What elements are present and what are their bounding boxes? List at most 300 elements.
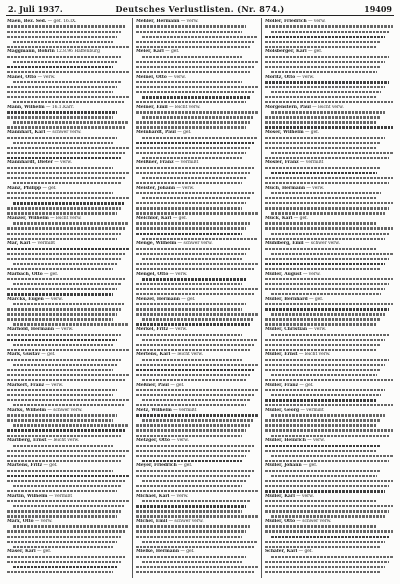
list-entry (136, 272, 258, 277)
text-line (7, 147, 129, 149)
text-line (265, 278, 393, 280)
text-line (136, 435, 242, 437)
text-line (142, 197, 250, 199)
text-line (7, 248, 129, 251)
list-entry (136, 105, 258, 110)
text-line (142, 339, 258, 341)
entry-name: Müller, Ernst (265, 352, 298, 358)
entry-detail: — verw. (307, 327, 327, 333)
text-line (265, 500, 377, 502)
entry-detail: — verw. (36, 74, 56, 80)
text-line (271, 71, 377, 73)
text-line (136, 303, 246, 305)
text-line (136, 566, 258, 568)
entry-name: Marbach, Otto (7, 271, 43, 277)
text-line (136, 268, 254, 270)
list-entry (136, 463, 258, 468)
text-line (136, 121, 250, 123)
list-entry (7, 327, 129, 332)
list-entry (7, 19, 129, 24)
text-line (13, 41, 113, 43)
page-header (6, 3, 394, 16)
entry-detail: — gef. (35, 549, 52, 555)
list-entry (7, 549, 129, 554)
text-line (271, 313, 385, 315)
text-line (13, 121, 129, 123)
list-entry (265, 327, 393, 332)
entry-name: Mehler, Hermann (136, 19, 180, 24)
entry-name: Meißner, Franz (136, 160, 174, 166)
text-line (265, 389, 385, 391)
list-entry (7, 75, 129, 80)
text-line (136, 334, 242, 336)
text-line (7, 86, 117, 88)
text-line (265, 222, 377, 224)
text-line (265, 142, 381, 144)
text-line (265, 137, 385, 139)
text-line (136, 349, 250, 351)
entry-name: Mück, Karl (265, 215, 293, 221)
text-line (7, 157, 121, 160)
text-line (265, 510, 389, 512)
list-entry (136, 327, 258, 332)
text-line (265, 369, 381, 371)
text-line (271, 152, 393, 154)
text-line (265, 66, 381, 68)
list-entry (7, 130, 129, 135)
text-line (142, 399, 250, 401)
text-line (265, 450, 377, 452)
list-entry (7, 241, 129, 246)
text-line (7, 369, 113, 371)
text-line (265, 480, 393, 482)
text-line (265, 263, 385, 266)
entry-name: Melchior, Karl (136, 215, 172, 221)
list-entry (136, 75, 258, 80)
entry-name: Müller, Christian (265, 327, 308, 333)
text-line (142, 258, 242, 260)
text-line (136, 212, 258, 214)
text-line (7, 111, 117, 114)
text-line (7, 192, 113, 194)
text-line (13, 404, 125, 406)
header-title-text: Deutsches Verlustlisten. (115, 4, 234, 14)
text-line (7, 419, 113, 421)
entry-detail: — gef. (292, 215, 308, 221)
text-line (271, 233, 389, 235)
entry-detail: — leicht verw. (170, 352, 204, 358)
text-line (7, 91, 113, 93)
header-page-number: 19409 (364, 4, 392, 14)
text-line (7, 490, 117, 492)
text-line (265, 227, 393, 229)
text-line (136, 222, 250, 224)
list-entry (265, 352, 393, 357)
text-line (136, 515, 258, 517)
list-entry (136, 297, 258, 302)
text-line (265, 364, 385, 366)
list-entry (7, 49, 129, 54)
entry-detail: — verw. (295, 74, 315, 80)
text-line (265, 460, 389, 462)
text-line (7, 379, 125, 381)
text-line (271, 475, 377, 477)
text-line (265, 147, 377, 149)
text-line (265, 36, 385, 39)
list-entry (7, 297, 129, 302)
text-line (7, 308, 121, 310)
list-entry (265, 186, 393, 191)
entry-name: Maser, Karl (7, 549, 36, 555)
text-line (136, 86, 258, 88)
text-line (271, 394, 381, 396)
entry-name: Meister, Johann (136, 185, 176, 191)
list-entry (265, 130, 393, 135)
text-line (265, 419, 381, 421)
text-line (265, 288, 385, 290)
list-entry (265, 75, 393, 80)
list-entry (265, 160, 393, 165)
text-line (136, 429, 246, 431)
list-entry (7, 272, 129, 277)
text-line (136, 485, 242, 487)
text-line (7, 339, 117, 342)
entry-detail: — leicht verw. (297, 352, 331, 358)
entry-name: Müller, Otto (265, 518, 296, 524)
text-line (136, 323, 250, 326)
entry-name: Metzger, Otto (136, 438, 170, 444)
text-line (142, 177, 246, 179)
text-line (136, 414, 258, 417)
text-line (13, 263, 117, 265)
text-line (136, 556, 246, 558)
text-line (142, 137, 258, 139)
list-entry (265, 241, 393, 246)
text-line (271, 192, 381, 194)
text-line (136, 470, 254, 472)
text-line (13, 323, 129, 325)
list-entry (7, 463, 129, 468)
list-entry (136, 186, 258, 191)
text-line (265, 126, 393, 129)
text-line (265, 505, 393, 507)
text-line (7, 36, 117, 38)
text-line (265, 546, 381, 548)
entry-detail: — vermißt (299, 407, 324, 413)
text-line (265, 561, 389, 563)
text-line (136, 192, 254, 194)
text-line (7, 212, 117, 214)
text-line (7, 515, 117, 517)
header-issue: (Nr. 874.) (237, 4, 285, 14)
text-line (265, 424, 377, 426)
text-line (136, 364, 258, 366)
list-entry (136, 130, 258, 135)
entry-name: Mosler, Franz (265, 160, 299, 166)
text-line (265, 101, 393, 103)
entry-name: Mertens, Karl (136, 352, 171, 358)
entry-detail: — gef. (298, 382, 314, 388)
list-entry (265, 438, 393, 443)
entry-name: Müller, Johann (265, 463, 302, 469)
text-line (265, 349, 377, 351)
text-line (136, 369, 254, 372)
text-line (271, 172, 377, 175)
text-line (136, 227, 246, 229)
text-line (136, 142, 254, 145)
text-line (265, 429, 393, 431)
text-line (136, 424, 250, 426)
text-line (271, 31, 389, 33)
text-line (136, 182, 242, 184)
text-line (13, 222, 129, 224)
list-entry (7, 186, 129, 191)
entry-detail: — schwer verw. (45, 130, 82, 136)
text-line (271, 334, 389, 336)
text-line (136, 66, 254, 68)
list-entry (136, 241, 258, 246)
entry-name: Moser, Wilhelm (265, 130, 304, 136)
text-line (265, 404, 393, 406)
entry-detail: — verw. (44, 382, 64, 388)
entry-name: Much, Hermann (265, 185, 306, 191)
text-line (7, 258, 121, 260)
text-line (271, 111, 385, 113)
text-line (7, 172, 129, 174)
text-line (265, 207, 389, 209)
text-line (142, 116, 254, 118)
text-line (142, 278, 246, 281)
text-line (142, 419, 254, 421)
entry-detail: — schwer verw. (46, 407, 83, 413)
text-line (136, 344, 254, 346)
text-line (265, 530, 393, 532)
entry-detail: — vermißt (47, 493, 73, 499)
text-line (7, 510, 121, 512)
entry-name: Marks, Wilhelm (7, 407, 47, 413)
text-line (265, 308, 389, 311)
text-line (13, 566, 117, 569)
entry-name: Maen, Bez. Sed. (7, 19, 47, 24)
text-line (265, 116, 381, 118)
text-line (7, 167, 113, 169)
text-line (265, 25, 393, 27)
text-line (136, 61, 258, 63)
column-rule (132, 18, 133, 578)
text-line (271, 455, 393, 457)
text-line (13, 283, 121, 285)
text-line (7, 435, 121, 437)
entry-name: Martens, Fritz (7, 463, 43, 469)
entry-detail: — verw. (43, 296, 63, 302)
text-line (7, 450, 129, 452)
text-line (7, 460, 121, 462)
list-entry (136, 408, 258, 413)
list-entry (136, 438, 258, 443)
text-line (265, 445, 381, 448)
text-line (7, 389, 117, 391)
entry-detail: — gef. (301, 463, 318, 469)
list-entry (136, 383, 258, 388)
text-line (13, 142, 113, 144)
text-line (136, 505, 246, 508)
list-entry (136, 160, 258, 165)
text-line (265, 303, 393, 305)
text-line (7, 530, 125, 532)
entry-detail: — gef. 16.IX. (46, 19, 77, 24)
text-line (7, 207, 121, 209)
entry-name: Mannhart, Karl (7, 130, 46, 136)
entry-detail: — vermißt (30, 241, 56, 247)
text-line (136, 475, 250, 477)
text-line (271, 515, 385, 517)
text-line (7, 556, 125, 558)
entry-name: Meyer, Friedrich (136, 463, 177, 469)
list-entry (7, 519, 129, 524)
text-line (7, 71, 129, 73)
text-line (265, 157, 389, 159)
entry-detail: — vermißt (173, 160, 199, 166)
text-line (13, 364, 117, 366)
text-line (136, 25, 246, 27)
entry-name: Maggmann, Böhrin (7, 49, 55, 55)
text-line (136, 152, 246, 154)
text-line (7, 470, 113, 472)
text-line (136, 111, 258, 113)
text-line (265, 167, 381, 169)
text-line (136, 525, 250, 527)
entry-name: Müller, Georg (265, 407, 300, 413)
text-line (13, 101, 125, 103)
text-line (7, 561, 121, 563)
list-entry (265, 272, 393, 277)
text-line (7, 288, 117, 290)
list-entry (136, 19, 258, 24)
entry-detail: — vermißt (171, 407, 197, 413)
text-line (136, 71, 250, 73)
text-line (265, 56, 389, 58)
text-line (7, 536, 121, 538)
entry-name: Manel, Otto (7, 74, 37, 80)
entry-detail: — gef. (163, 49, 180, 55)
text-line (7, 500, 129, 502)
text-line (265, 525, 377, 527)
text-line (13, 445, 113, 447)
entry-detail: — gef. (303, 130, 320, 136)
entry-name: Meinel, Otto (136, 74, 167, 80)
text-line (7, 334, 121, 336)
entry-name: Mar, Karl (7, 241, 31, 247)
text-line (265, 485, 389, 487)
list-entry (265, 105, 393, 110)
text-line (265, 268, 381, 270)
text-line (136, 374, 250, 376)
text-line (7, 46, 129, 48)
text-line (136, 31, 242, 33)
entry-detail: — verw. (33, 518, 53, 524)
entry-detail: — gef. (171, 215, 187, 221)
entry-detail: — verw. (179, 19, 199, 24)
text-line (7, 116, 113, 118)
entry-detail: — schwer verw. (167, 518, 204, 524)
list-entry (265, 494, 393, 499)
text-line (13, 546, 113, 548)
entry-name: Müller, August (265, 271, 302, 277)
text-line (271, 414, 385, 416)
text-line (7, 293, 113, 296)
text-line (136, 571, 254, 573)
entry-name: Müller, Heinrich (265, 438, 306, 444)
entry-detail: — gef. (175, 130, 192, 136)
text-line (7, 394, 113, 396)
entry-detail: — gef. (179, 549, 195, 555)
text-line (265, 86, 385, 88)
text-line (136, 445, 254, 447)
entry-detail: — schwer verw. (176, 241, 213, 247)
list-entry (7, 160, 129, 165)
text-line (265, 470, 381, 472)
text-line (136, 41, 254, 43)
entry-detail: — gef. (306, 49, 323, 55)
text-line (142, 379, 246, 381)
entry-name: Menge, Wilhelm (136, 241, 177, 247)
text-line (142, 541, 258, 543)
entry-name: Mielke, Hermann (136, 549, 180, 555)
text-line (265, 238, 385, 240)
entry-name: Moritz, Otto (265, 74, 296, 80)
text-column-1 (7, 19, 129, 579)
text-line (271, 435, 389, 437)
entry-name: Manz, Philipp (7, 185, 42, 191)
text-line (271, 212, 385, 214)
text-line (13, 303, 125, 305)
text-line (136, 450, 250, 452)
text-line (7, 541, 117, 543)
text-line (136, 288, 258, 290)
entry-name: Marlberg, Ernst (7, 438, 47, 444)
text-line (271, 91, 381, 93)
text-line (7, 233, 121, 235)
entry-detail: — gef. (168, 382, 185, 388)
text-line (136, 207, 242, 209)
text-line (7, 137, 117, 139)
text-line (136, 81, 242, 83)
text-line (142, 359, 242, 361)
text-line (265, 571, 381, 573)
list-entry (136, 352, 258, 357)
entry-name: Molsberger, Karl (265, 49, 307, 55)
text-line (7, 126, 125, 128)
entry-name: Möller, Friedrich (265, 19, 307, 24)
list-entry (136, 49, 258, 54)
column-rule (261, 18, 262, 578)
entry-detail: — gef. (42, 463, 58, 469)
text-line (265, 323, 377, 325)
text-line (265, 541, 385, 543)
entry-detail: — verw. (294, 493, 314, 499)
text-line (13, 525, 129, 527)
text-line (136, 455, 246, 457)
text-line (265, 258, 389, 260)
text-line (7, 414, 117, 416)
entry-detail: — verw. (166, 74, 186, 80)
text-line (142, 561, 242, 563)
text-line (265, 197, 377, 199)
text-line (265, 41, 381, 43)
entry-name: Martin, Wilhelm (7, 493, 48, 499)
text-line (271, 374, 377, 376)
entry-detail: — gef. (307, 296, 324, 302)
